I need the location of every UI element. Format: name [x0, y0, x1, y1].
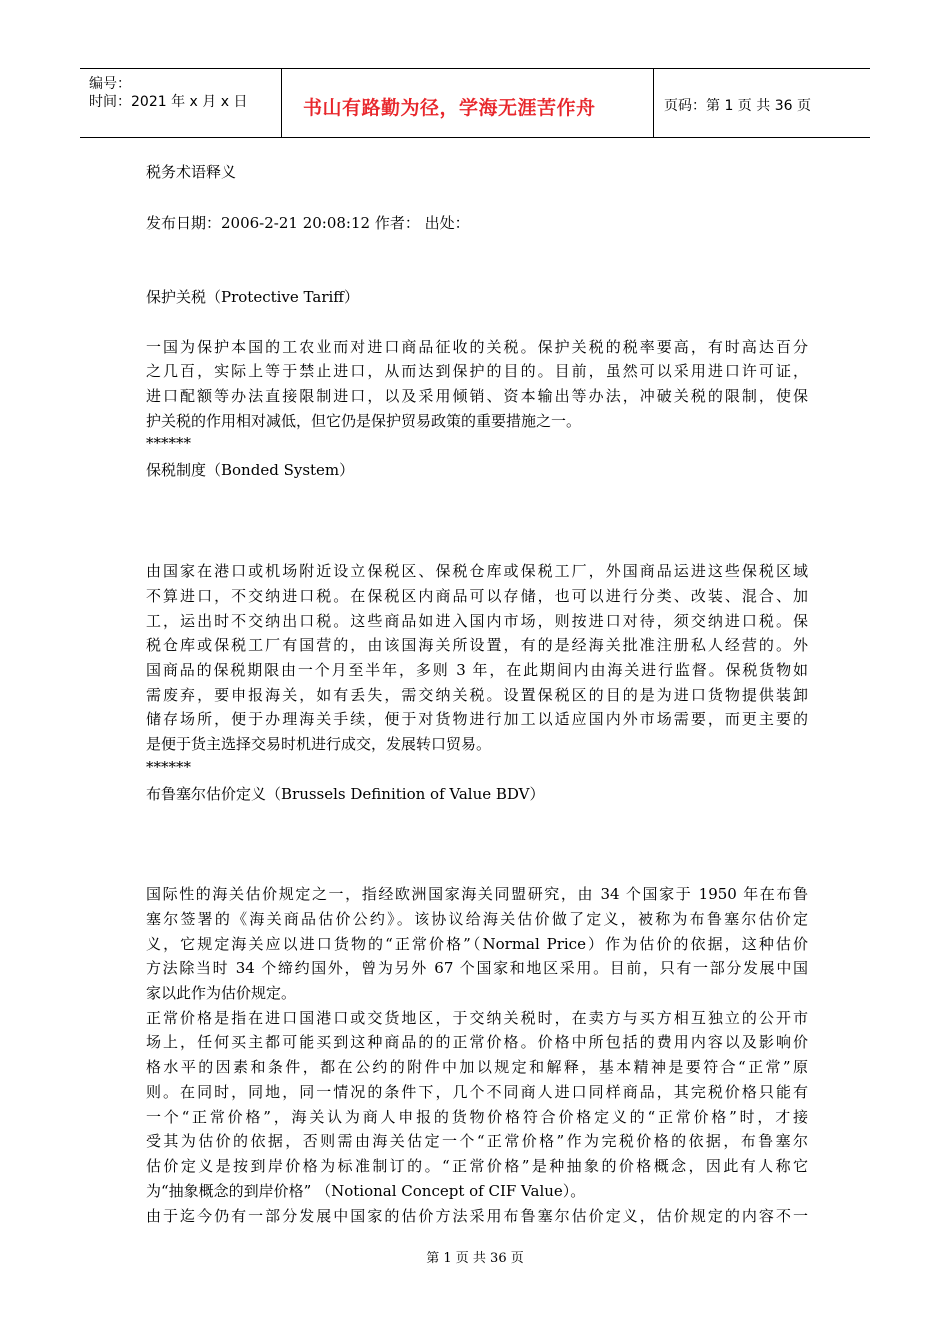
- header-page-info: 页码：第 1 页 共 36 页: [664, 98, 811, 114]
- paragraph-line: 场上，任何买主都可能买到这种商品的的正常价格。价格中所包括的费用内容以及影响价: [146, 1033, 808, 1051]
- paragraph-line: 义，它规定海关应以进口货物的“正常价格”（Normal Price）作为估价的依据，这种估价: [146, 935, 808, 953]
- paragraph-line: 需废弃，要申报海关，如有丢失，需交纳关税。设置保税区的目的是为进口货物提供装卸: [146, 686, 808, 704]
- paragraph-line: 不算进口，不交纳进口税。在保税区内商品可以存储，也可以进行分类、改装、混合、加: [146, 587, 808, 605]
- paragraph-line: 正常价格是指在进口国港口或交货地区，于交纳关税时，在卖方与买方相互独立的公开市: [146, 1009, 808, 1027]
- header-info-cell: [80, 69, 282, 137]
- paragraph-line: 税仓库或保税工厂有国营的，由该国海关所设置，有的是经海关批准注册私人经营的。外: [146, 636, 808, 654]
- paragraph-line: 受其为估价的依据，否则需由海关估定一个“正常价格”作为完税价格的依据，布鲁塞尔: [146, 1132, 808, 1150]
- paragraph-line: 进口配额等办法直接限制进口，以及采用倾销、资本输出等办法，冲破关税的限制，使保: [146, 387, 808, 405]
- section-separator: ******: [146, 434, 191, 452]
- doc-title: 税务术语释义: [146, 163, 237, 181]
- paragraph-line: 是便于货主选择交易时机进行成交，发展转口贸易。: [146, 735, 492, 753]
- paragraph-line: 塞尔签署的《海关商品估价公约》。该协议给海关估价做了定义，被称为布鲁塞尔估价定: [146, 910, 808, 928]
- paragraph-line: 一国为保护本国的工农业而对进口商品征收的关税。保护关税的税率要高，有时高达百分: [146, 338, 808, 356]
- paragraph-line: 储存场所，便于办理海关手续，便于对货物进行加工以适应国内外市场需要，而更主要的: [146, 710, 808, 728]
- page-footer: 第 1 页 共 36 页: [426, 1251, 524, 1266]
- paragraph-line: 工，运出时不交纳出口税。这些商品如进入国内市场，则按进口对待，须交纳进口税。保: [146, 612, 808, 630]
- page-header: [80, 68, 870, 138]
- header-page-cell: [654, 69, 870, 137]
- doc-meta: 发布日期：2006-2-21 20:08:12 作者： 出处：: [146, 214, 470, 232]
- paragraph-line: 格水平的因素和条件，都在公约的附件中加以规定和解释，基本精神是要符合“正常”原: [146, 1058, 808, 1076]
- paragraph-line: 护关税的作用相对减低，但它仍是保护贸易政策的重要措施之一。: [146, 412, 582, 430]
- paragraph-line: 为“抽象概念的到岸价格” （Notional Concept of CIF Value）。: [146, 1182, 586, 1200]
- paragraph-line: 一个“正常价格”，海关认为商人申报的货物价格符合价格定义的“正常价格”时，才接: [146, 1108, 808, 1126]
- paragraph-line: 国商品的保税期限由一个月至半年，多则 3 年，在此期间内由海关进行监督。保税货物如: [146, 661, 808, 679]
- paragraph-line: 由于迄今仍有一部分发展中国家的估价方法采用布鲁塞尔估价定义，估价规定的内容不一: [146, 1207, 808, 1225]
- paragraph-line: 国际性的海关估价规定之一，指经欧洲国家海关同盟研究，由 34 个国家于 1950 年在布鲁: [146, 885, 808, 903]
- doc-date: 时间：2021 年 x 月 x 日: [89, 94, 248, 110]
- section-heading-bdv: 布鲁塞尔估价定义（Brussels Definition of Value BDV）: [146, 785, 545, 803]
- section-heading-bonded-system: 保税制度（Bonded System）: [146, 461, 355, 479]
- paragraph-line: 由国家在港口或机场附近设立保税区、保税仓库或保税工厂，外国商品运进这些保税区域: [146, 562, 808, 580]
- doc-number-label: 编号：: [89, 76, 131, 92]
- paragraph-line: 则。在同时，同地，同一情况的条件下，几个不同商人进口同样商品，其完税价格只能有: [146, 1083, 808, 1101]
- paragraph-line: 之几百，实际上等于禁止进口，从而达到保护的目的。目前，虽然可以采用进口许可证，: [146, 362, 808, 380]
- paragraph-line: 估价定义是按到岸价格为标准制订的。“正常价格”是种抽象的价格概念，因此有人称它: [146, 1157, 808, 1175]
- header-motto-cell: [282, 69, 654, 137]
- section-separator: ******: [146, 758, 191, 776]
- section-heading-protective-tariff: 保护关税（Protective Tariff）: [146, 288, 359, 306]
- header-motto: 书山有路勤为径，学海无涯苦作舟: [303, 97, 596, 119]
- paragraph-line: 家以此作为估价规定。: [146, 984, 297, 1002]
- paragraph-line: 方法除当时 34 个缔约国外，曾为另外 67 个国家和地区采用。目前，只有一部分发展中国: [146, 959, 808, 977]
